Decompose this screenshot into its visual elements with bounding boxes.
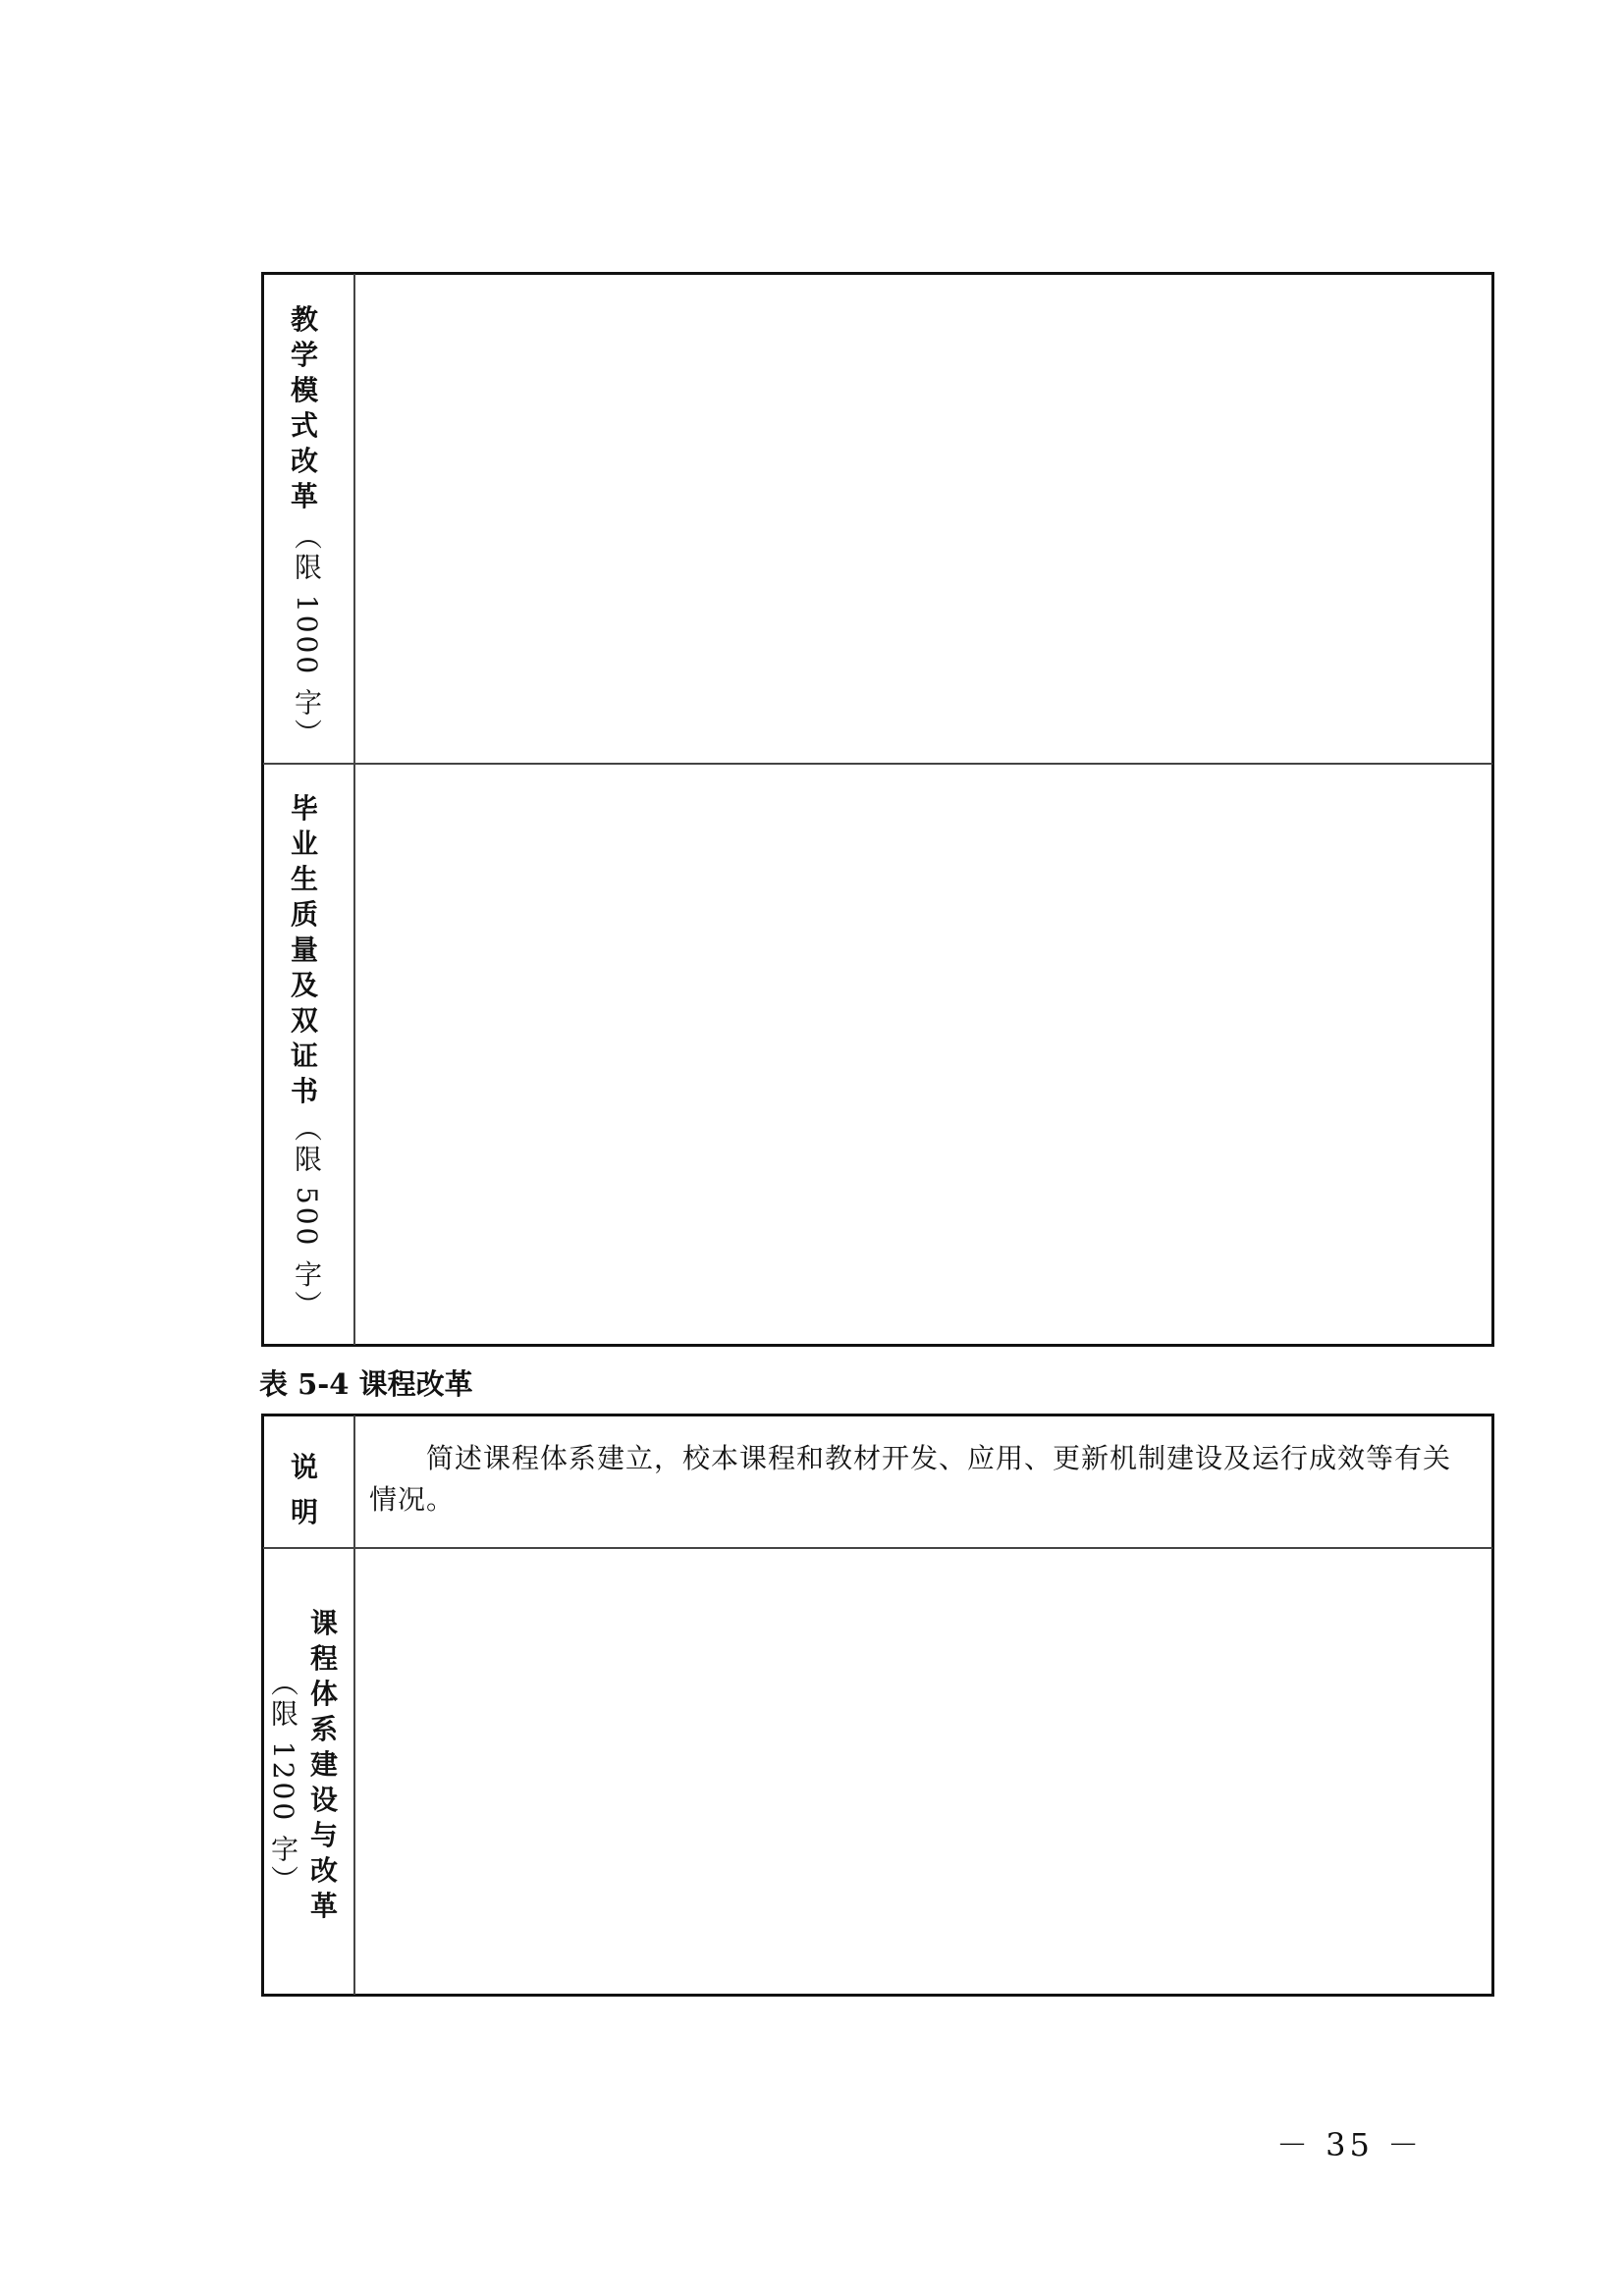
label-char: 与 (309, 1819, 338, 1851)
label-char: 式 (290, 409, 318, 442)
course-reform-table-column-divider (353, 1415, 355, 1995)
label-char: 系 (309, 1713, 338, 1745)
label-char: 学 (290, 339, 318, 371)
teaching-mode-reform-label (285, 302, 324, 514)
label-char: 革 (290, 480, 318, 512)
label-char: 明 (290, 1496, 318, 1528)
course-system-reform-label (304, 1606, 344, 1924)
label-char: 量 (290, 934, 318, 966)
label-char: 生 (290, 863, 318, 895)
label-char: 教 (290, 303, 318, 336)
label-char: 及 (290, 969, 318, 1001)
label-char: 证 (290, 1040, 318, 1072)
label-char: 改 (290, 445, 318, 477)
note-text-line-1: 简述课程体系建立，校本课程和教材开发、应用、更新机制建设及运行成效等有关 (426, 1442, 1452, 1474)
note-label (285, 1445, 324, 1535)
label-char: 设 (309, 1784, 338, 1816)
label-char: 书 (290, 1075, 318, 1107)
top-table-column-divider (353, 274, 355, 1345)
page-number: － 35 － (1276, 2126, 1424, 2163)
label-char: 毕 (290, 792, 318, 825)
label-char: 改 (309, 1854, 338, 1887)
label-char: 革 (309, 1890, 338, 1922)
teaching-mode-reform-limit-note: （限 1000 字） (291, 522, 323, 750)
label-char: 双 (290, 1004, 318, 1037)
graduate-quality-content-cell[interactable] (356, 765, 1491, 1344)
label-char: 体 (309, 1678, 338, 1710)
teaching-mode-reform-content-cell[interactable] (356, 275, 1491, 762)
graduate-quality-label (285, 791, 324, 1109)
course-system-content-cell[interactable] (356, 1549, 1491, 1994)
label-char: 质 (290, 898, 318, 931)
label-char: 课 (309, 1607, 338, 1639)
label-char: 程 (309, 1642, 338, 1675)
label-char: 模 (290, 374, 318, 406)
table-caption: 表 5-4 课程改革 (259, 1367, 473, 1401)
note-text-line-2: 情况。 (369, 1483, 456, 1516)
course-system-limit-note: （限 1200 字） (267, 1669, 299, 1896)
label-char: 建 (309, 1748, 338, 1781)
graduate-quality-limit-note: （限 500 字） (291, 1114, 323, 1321)
label-char: 业 (290, 828, 318, 860)
label-char: 说 (290, 1451, 318, 1483)
